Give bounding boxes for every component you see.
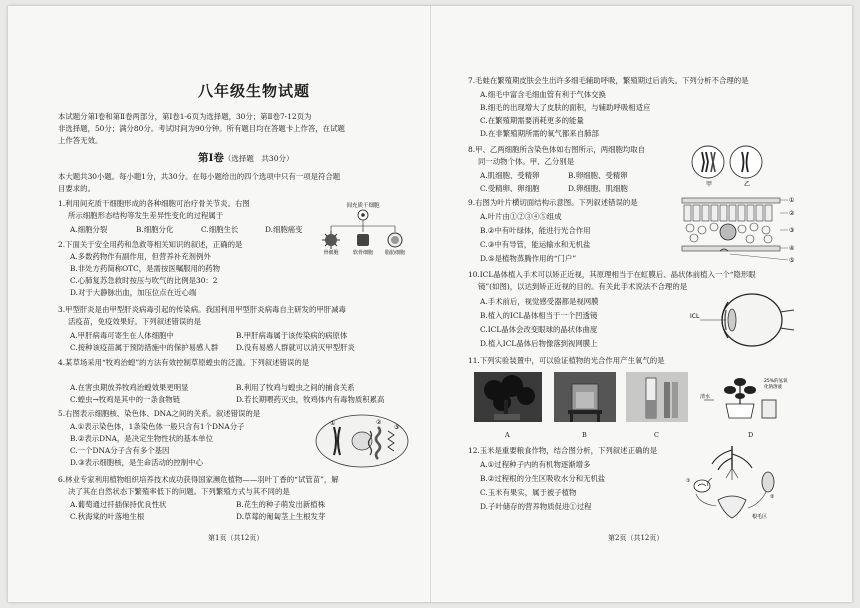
option: A.甲肝病毒可寄生在人体细胞中 [70, 331, 174, 340]
svg-text:②: ② [770, 494, 775, 500]
svg-text:软骨细胞: 软骨细胞 [352, 250, 374, 256]
experiment-photo-a [474, 372, 542, 422]
intro-line: 非选择题，50分；满分80分。考试时间为90分钟。所有题目均在答题卡上作答，在试题 [58, 124, 345, 133]
option: B.②过程根的分生区吸收水分和无机盐 [480, 474, 606, 483]
question-11: 11.下列实验装置中，可以验证植物的光合作用产生氧气的是 [468, 356, 665, 365]
question-3: 活疫苗，免疫效果好。下列叙述错误的是 [68, 317, 202, 326]
option: A.①过程种子内的有机物逐渐增多 [480, 460, 591, 469]
option: B.利用了牧鸡与蝗虫之间的捕食关系 [236, 383, 355, 392]
option: B.②中有叶绿体，能进行光合作用 [480, 226, 591, 235]
option: B.甲肝病毒属于该传染病的病原体 [236, 331, 348, 340]
option: D.草莓的匍匐茎上生根发芽 [236, 512, 326, 521]
experiment-photo-c [626, 372, 688, 422]
svg-text:ICL: ICL [690, 313, 700, 320]
option: D.没有易感人群就可以消灭甲型肝炎 [236, 343, 355, 352]
option: A.细胞分裂 [70, 225, 108, 234]
page-footer: 第1页（共12页） [208, 534, 264, 542]
svg-text:④: ④ [789, 245, 795, 252]
question-10: 10.ICL晶体植入手术可以矫正近视，其原理相当于在虹膜后、晶状体前植入一个“隐形眼 [468, 270, 756, 279]
option: B.非处方药简称OTC，是需按医嘱服用的药物 [70, 264, 221, 273]
figure-label: A [505, 431, 510, 439]
option: A.肌细胞、受精卵 [480, 171, 540, 180]
question-8: 8.甲、乙两细胞所含染色体如右图所示，两细胞均取自 [468, 145, 646, 154]
option: A.在害虫期放养牧鸡治蝗效果更明显 [70, 383, 189, 392]
option: B.②表示DNA，是决定生物性状的基本单位 [70, 434, 213, 443]
option: D.⑤是植物蒸腾作用的“门户” [480, 254, 577, 263]
svg-text:①: ① [330, 420, 336, 427]
option: D.细胞癌变 [265, 225, 303, 234]
question-4: 4.某草场采用“牧鸡治蝗”的方法有效控制草原蝗虫的泛滥。下列叙述错误的是 [58, 358, 310, 367]
option: C.在繁殖期需要消耗更多的能量 [480, 116, 584, 125]
option: D.在非繁殖期所需的氧气都来自肺部 [480, 129, 599, 138]
svg-text:甲: 甲 [706, 181, 713, 188]
svg-text:②: ② [789, 210, 795, 217]
svg-text:⑤: ⑤ [789, 257, 795, 264]
figure-label: D [748, 431, 754, 439]
option: A.叶片由①②③④⑤组成 [480, 212, 562, 221]
left-page [58, 6, 408, 602]
page-footer: 第2页（共12页） [608, 534, 664, 542]
exam-sheet [8, 6, 852, 602]
intro-line: 本试题分第Ⅰ卷和第Ⅱ卷两部分，第Ⅰ卷1-6页为选择题，30分；第Ⅱ卷7-12页为 [58, 112, 312, 121]
svg-text:骨细胞: 骨细胞 [323, 250, 339, 256]
option: B.植入的ICL晶体相当于一个凹透镜 [480, 311, 598, 320]
question-3: 3.甲型肝炎是由甲型肝炎病毒引起的传染病。我国利用甲型肝炎病毒自主研发的甲肝减毒 [58, 305, 346, 314]
question-7: 7.毛蛙在繁殖期皮肤会生出许多细毛辅助呼吸，繁殖期过后消失。下列分析不合理的是 [468, 76, 749, 85]
question-1: 1.利用间充质干细胞形成的各种细胞可治疗骨关节炎。右图 [58, 199, 250, 208]
option: C.心肺复苏急救时按压与吹气的比例是30：2 [70, 276, 218, 285]
corn-life-cycle-diagram [682, 442, 792, 522]
question-6: 6.林业专家利用植物组织培养技术成功获得国家濒危植物——羽叶丁香的“试管苗”，解 [58, 475, 339, 484]
option: C.细胞生长 [201, 225, 239, 234]
option: C.ICL晶体会改变眼球的晶状体曲度 [480, 325, 598, 334]
svg-text:①: ① [789, 197, 795, 204]
question-5: 5.右图表示细胞核、染色体、DNA之间的关系。叙述错误的是 [58, 409, 261, 418]
experiment-diagram-d [700, 370, 800, 424]
option: D.若长期喂药灭虫，牧鸡体内有毒物质积累高 [236, 395, 385, 404]
option: A.多数药物作有副作用，但营养补充剂例外 [70, 252, 211, 261]
option: D.卵细胞、肌细胞 [568, 184, 628, 193]
svg-text:乙: 乙 [744, 181, 751, 188]
option: C.一个DNA分子含有多个基因 [70, 446, 170, 455]
instruction-line: 目要求的。 [58, 184, 95, 193]
option: A.手术前后，视觉感受器都是视网膜 [480, 297, 599, 306]
option: B.细毛的出现增大了皮肤的面积，与辅助呼吸相适应 [480, 103, 651, 112]
question-12: 12.玉米是重要粮食作物，结合图分析，下列叙述正确的是 [468, 446, 658, 455]
option: D.子叶储存的营养物质促进①过程 [480, 502, 592, 511]
option: D.③表示细胞核，是生命活动的控制中心 [70, 458, 203, 467]
svg-text:脂肪细胞: 脂肪细胞 [384, 250, 406, 256]
intro-line: 上作答无效。 [58, 136, 103, 145]
section-heading: 第Ⅰ卷（选择题 共30分） [198, 152, 294, 164]
svg-text:间充质干细胞: 间充质干细胞 [346, 203, 380, 209]
cell-chromosome-figure [690, 142, 770, 188]
page-divider [430, 6, 431, 602]
option: B.花生的种子萌发出新植株 [236, 500, 326, 509]
svg-text:①: ① [686, 478, 691, 484]
option: C.③中有导管，能运输水和无机盐 [480, 240, 591, 249]
option: C.蝗虫→牧鸡是其中的一条食物链 [70, 395, 181, 404]
figure-label: B [582, 431, 587, 439]
question-2: 2.下面关于安全用药和急救等相关知识的叙述，正确的是 [58, 240, 243, 249]
question-6: 决了其在自然状态下繁殖率低下的问题。下列繁殖方式与其不同的是 [68, 487, 290, 496]
chromosome-diagram [314, 413, 410, 469]
svg-text:25%的氢氧: 25%的氢氧 [764, 379, 788, 384]
option: A.葡萄通过扦插保持优良性状 [70, 500, 167, 509]
svg-text:化钠溶液: 化钠溶液 [764, 385, 782, 390]
svg-text:根毛区: 根毛区 [752, 514, 768, 520]
option: D.对于大静脉出血，加压位点在近心端 [70, 288, 197, 297]
svg-text:清水: 清水 [700, 394, 711, 400]
question-10: 镜”(如图)，以达到矫正近视的目的。有关此手术说法不合理的是 [478, 282, 688, 291]
question-1: 所示细胞形态结构等发生差异性变化的过程属于 [68, 211, 224, 220]
instruction-line: 本大题共30小题。每小题1分，共30分。在每小题给出的四个选项中只有一项是符合题 [58, 172, 341, 181]
option: A.细毛中富含毛细血管有利于气体交换 [480, 90, 606, 99]
question-9: 9.右图为叶片横切面结构示意图。下列叙述错误的是 [468, 198, 638, 207]
question-8: 同一动物个体。甲、乙分别是 [478, 157, 575, 166]
leaf-cross-section-diagram [680, 194, 800, 264]
experiment-photo-b [554, 372, 616, 422]
eye-icl-diagram [690, 290, 800, 350]
option: C.玉米有果实，属于被子植物 [480, 488, 577, 497]
page-title: 八年级生物试题 [198, 82, 311, 100]
stem-cell-diagram [313, 200, 413, 256]
option: C.秋海棠的叶落地生根 [70, 512, 145, 521]
option: A.①表示染色体，1条染色体一般只含有1个DNA分子 [70, 422, 245, 431]
right-page [468, 6, 828, 602]
option: C.受精卵、卵细胞 [480, 184, 540, 193]
option: D.植入ICL晶体后物像落到视网膜上 [480, 339, 598, 348]
figure-label: C [654, 431, 659, 439]
option: B.卵细胞、受精卵 [568, 171, 628, 180]
svg-text:③: ③ [394, 424, 400, 431]
option: C.接种该疫苗属于预防措施中的保护易感人群 [70, 343, 219, 352]
svg-text:③: ③ [789, 227, 795, 234]
svg-text:②: ② [376, 419, 382, 426]
option: B.细胞分化 [136, 225, 174, 234]
